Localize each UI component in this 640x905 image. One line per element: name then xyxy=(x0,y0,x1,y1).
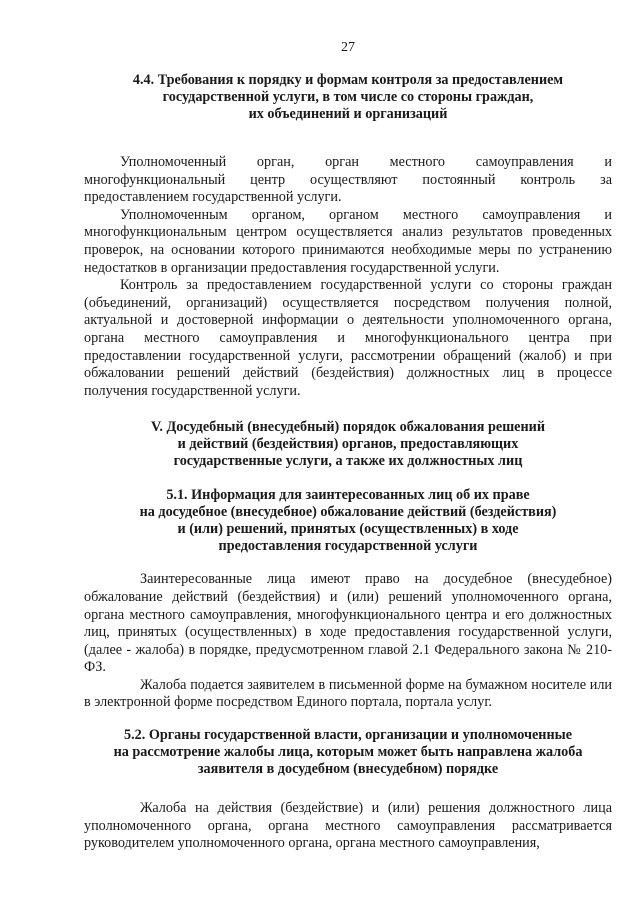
section-4-4-title xyxy=(84,72,612,123)
paragraph: Уполномоченный орган, орган местного самоуправления и многофункциональный центр осуществляют постоянный контроль за предоставлением государственной услуги. xyxy=(84,154,612,206)
page-number: 27 xyxy=(341,40,355,55)
paragraph: Жалоба на действия (бездействие) и (или) решения должностного лица уполномоченного органа, органа местного самоуправления рассматривается руководителем уполномоченного органа, органа местного самоуправления, xyxy=(84,800,612,852)
section-4-4-title-line: государственной услуги, в том числе со стороны граждан, xyxy=(162,89,534,105)
section-5-2-title-line: заявителя в досудебном (внесудебном) порядке xyxy=(197,761,499,778)
paragraph: Жалоба подается заявителем в письменной форме на бумажном носителе или в электронной форме посредством Единого портала, портала услуг. xyxy=(84,676,612,711)
section-4-4-title-line: 4.4. Требования к порядку и формам контроля за предоставлением xyxy=(132,72,564,88)
section-5-1-title xyxy=(84,487,612,555)
section-v-title-line: V. Досудебный (внесудебный) порядок обжалования решений xyxy=(151,419,545,436)
section-v-title-line: и действий (бездействия) органов, предоставляющих xyxy=(177,436,519,453)
section-5-1-title-line: 5.1. Информация для заинтересованных лиц об их праве xyxy=(166,487,530,504)
paragraph: Контроль за предоставлением государственной услуги со стороны граждан (объединений, организаций) осуществляется посредством получения полной, актуальной и достоверной информации о деятельности уполномоченного органа, органа местного самоуправления и многофункционального центра при предоставлении государственной услуги, рассмотрении обращений (жалоб) и при обжаловании решений действий (бездействия) должностных лиц в процессе получения государственной услуги. xyxy=(84,277,612,399)
section-5-2-title xyxy=(84,727,612,778)
section-v-title-line: государственные услуги, а также их должностных лиц xyxy=(173,453,523,470)
section-v-title xyxy=(84,419,612,470)
section-5-1-title-line: и (или) решений, принятых (осуществленных) в ходе xyxy=(177,521,519,538)
section-5-2-title-line: 5.2. Органы государственной власти, организации и уполномоченные xyxy=(123,727,572,744)
section-4-4-body xyxy=(84,154,612,400)
section-5-1-body xyxy=(84,571,612,712)
paragraph: Заинтересованные лица имеют право на досудебное (внесудебное) обжалование действий (бездействия) и (или) решений уполномоченного органа, органа местного самоуправления, многофункционального центра и его должностных лиц, принятых (осуществленных) в ходе предоставления государственной услуги, (далее - жалоба) в порядке, предусмотренном главой 2.1 Федерального закона № 210-ФЗ. xyxy=(84,571,612,676)
paragraph: Уполномоченным органом, органом местного самоуправления и многофункциональным центром осуществляется анализ результатов проведенных проверок, на основании которого принимаются необходимые меры по устранению недостатков в организации предоставления государственной услуги. xyxy=(84,206,612,276)
section-4-4-title-line: их объединений и организаций xyxy=(248,106,448,122)
section-5-2-title-line: на рассмотрение жалобы лица, которым может быть направлена жалоба xyxy=(113,744,583,761)
section-5-1-title-line: на досудебное (внесудебное) обжалование действий (бездействия) xyxy=(139,504,557,521)
section-5-2-body xyxy=(84,800,612,853)
section-5-1-title-line: предоставления государственной услуги xyxy=(218,538,478,555)
